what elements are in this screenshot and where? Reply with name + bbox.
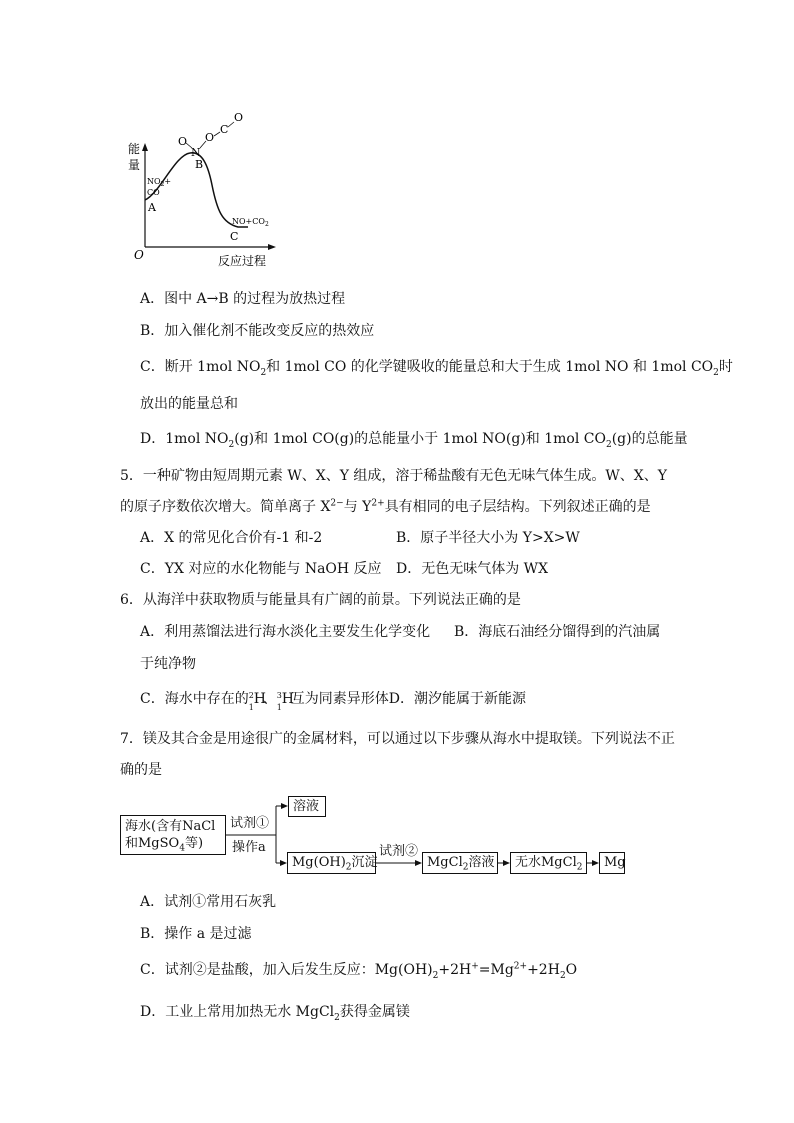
point-c-label: C <box>230 230 239 243</box>
x-axis-label: 反应过程 <box>218 254 267 268</box>
q4-d-text-3: (g)的总能量 <box>611 431 688 447</box>
flow-mgcl-sub: 2 <box>462 862 469 873</box>
q7-c-sub-1: 2 <box>432 970 439 981</box>
ts-o3: O <box>234 111 244 124</box>
flow-label-reagent1: 试剂① <box>230 816 270 831</box>
y-label-1: 能 <box>128 142 141 156</box>
q5-option-b: B．原子半径大小为 Y>X>W <box>396 530 580 546</box>
q4-d-sub-1: 2 <box>228 439 235 450</box>
q7-c-text-3: =Mg <box>478 962 514 978</box>
q5-stem-1: 5．一种矿物由短周期元素 W、X、Y 组成，溶于稀盐酸有无色无味气体生成。W、X、Y <box>120 468 668 484</box>
q6-nuclide-1-mass: 2 <box>248 691 254 700</box>
q7-option-b: B．操作 a 是过滤 <box>140 926 252 942</box>
q7-option-d <box>140 1002 410 1022</box>
product-text: NO+CO <box>232 217 265 226</box>
flow-seawater-sub: 4 <box>179 843 185 854</box>
q6-c-text-2: 互为同素异形体 <box>290 691 389 707</box>
q7-c-sup-1: + <box>471 961 479 972</box>
q7-c-text-5: O <box>565 962 578 978</box>
flow-arrow-anh-head <box>503 860 510 866</box>
flow-mgoh-sub: 2 <box>345 862 352 873</box>
q5-option-d: D．无色无味气体为 WX <box>396 561 549 577</box>
q7-c-text-2: +2H <box>438 962 472 978</box>
q7-d-text-2: 获得金属镁 <box>339 1004 410 1020</box>
flow-box-seawater <box>120 815 226 855</box>
q4-c-text-2: 和 1mol CO 的化学键吸收的能量总和大于生成 1mol NO 和 1mol CO <box>266 359 714 375</box>
q5-option-c: C．YX 对应的水化物能与 NaOH 反应 <box>140 561 382 577</box>
y-label-2: 量 <box>128 158 141 172</box>
q4-c-sub-2: 2 <box>713 367 719 378</box>
q4-d-text-2: (g)和 1mol CO(g)的总能量小于 1mol NO(g)和 1mol CO <box>234 431 606 447</box>
q6-nuclide-2-mass: 3 <box>276 691 282 700</box>
flow-seawater-line-2 <box>125 835 221 852</box>
flow-arrow-mgoh-head <box>280 860 287 866</box>
reactant-co: CO <box>147 188 160 197</box>
q4-option-b: B．加入催化剂不能改变反应的热效应 <box>140 323 375 339</box>
q7-c-sup-2: 2+ <box>513 961 528 972</box>
q7-stem-1: 7．镁及其合金是用途很广的金属材料，可以通过以下步骤从海水中提取镁。下列说法不正 <box>120 731 675 747</box>
ts-o2: O <box>205 131 215 144</box>
flow-anh-sub: 2 <box>576 862 583 873</box>
reactant-no2: NO <box>147 177 161 186</box>
ts-o1: O <box>178 135 188 148</box>
flow-mgcl-text-1: MgCl <box>427 855 463 870</box>
ts-n: N <box>191 146 201 159</box>
flow-label-reagent2: 试剂② <box>379 844 419 859</box>
q6-option-b-cont: 于纯净物 <box>140 656 196 672</box>
q7-c-text-4: +2H <box>527 962 560 978</box>
flow-anh-text: 无水MgCl <box>515 855 577 870</box>
q5-stem-2-text-2: 与 Y <box>343 499 372 515</box>
q5-stem-2-sup-2: 2+ <box>371 498 385 509</box>
q4-option-a: A．图中 A→B 的过程为放热过程 <box>140 291 346 307</box>
q4-c-sub-1: 2 <box>260 367 267 378</box>
q6-nuclide-2-symbol: H <box>281 691 294 707</box>
q7-stem-2: 确的是 <box>120 762 162 778</box>
q7-d-text-1: D．工业上常用加热无水 MgCl <box>140 1004 335 1020</box>
q6-stem: 6．从海洋中获取物质与能量具有广阔的前景。下列说法正确的是 <box>120 592 521 608</box>
flow-label-operation: 操作a <box>232 840 266 855</box>
q4-c-text-3: 时 <box>718 359 733 375</box>
flow-seawater-text-1: 和MgSO <box>125 836 180 851</box>
q5-option-a: A．X 的常见化合价有-1 和-2 <box>140 530 323 546</box>
q4-d-sub-2: 2 <box>605 439 612 450</box>
point-b-label: B <box>195 158 204 171</box>
q4-option-c-cont: 放出的能量总和 <box>140 396 238 412</box>
origin-label: O <box>134 248 144 262</box>
q6-nuclide-1-symbol: H <box>253 691 266 707</box>
q4-c-text-1: C．断开 1mol NO <box>140 359 261 375</box>
reactant-plus: + <box>164 177 172 186</box>
flow-box-anhydrous <box>510 852 587 874</box>
q7-c-text-1: C．试剂②是盐酸，加入后发生反应：Mg(OH) <box>140 962 433 978</box>
q7-option-c <box>140 960 577 980</box>
flow-box-solution: 溶液 <box>288 796 326 817</box>
flow-mgoh-text-1: Mg(OH) <box>292 855 346 870</box>
flow-box-mgoh <box>287 852 376 874</box>
flow-mgcl-text-2: 溶液 <box>468 855 495 870</box>
q7-option-a: A．试剂①常用石灰乳 <box>140 894 277 910</box>
reactant-no2-sub: 2 <box>160 181 165 188</box>
q6-nuclide-1-atomic: 1 <box>248 703 254 712</box>
q4-d-text-1: D．1mol NO <box>140 431 229 447</box>
flow-arrow-mg-head <box>592 860 599 866</box>
q7-d-sub: 2 <box>334 1012 340 1023</box>
flow-box-mg: Mg <box>599 852 625 874</box>
flow-seawater-line-1: 海水(含有NaCl <box>125 819 216 834</box>
q6-option-b: B．海底石油经分馏得到的汽油属 <box>454 624 661 640</box>
q6-option-a: A．利用蒸馏法进行海水淡化主要发生化学变化 <box>140 624 431 640</box>
q6-c-text-1: C．海水中存在的 <box>140 691 249 707</box>
point-a-label: A <box>148 201 156 214</box>
q5-stem-2-sup-1: 2− <box>330 498 344 509</box>
flow-mgoh-text-2: 沉淀 <box>351 855 378 870</box>
flow-box-mgcl <box>422 852 498 874</box>
ts-c: C <box>220 123 229 136</box>
product-sub: 2 <box>264 221 269 228</box>
q6-nuclide-2-atomic: 1 <box>276 703 282 712</box>
q6-c-sep: 、 <box>262 691 277 707</box>
flow-arrow-solution-head <box>281 803 288 809</box>
q5-stem-2-text-1: 的原子序数依次增大。简单离子 X <box>120 499 331 515</box>
flow-seawater-text-2: 等) <box>184 836 204 851</box>
q5-stem-2-text-3: 具有相同的电子层结构。下列叙述正确的是 <box>384 499 651 515</box>
q7-c-sub-2: 2 <box>559 970 566 981</box>
q6-option-d: D．潮汐能属于新能源 <box>388 691 526 707</box>
